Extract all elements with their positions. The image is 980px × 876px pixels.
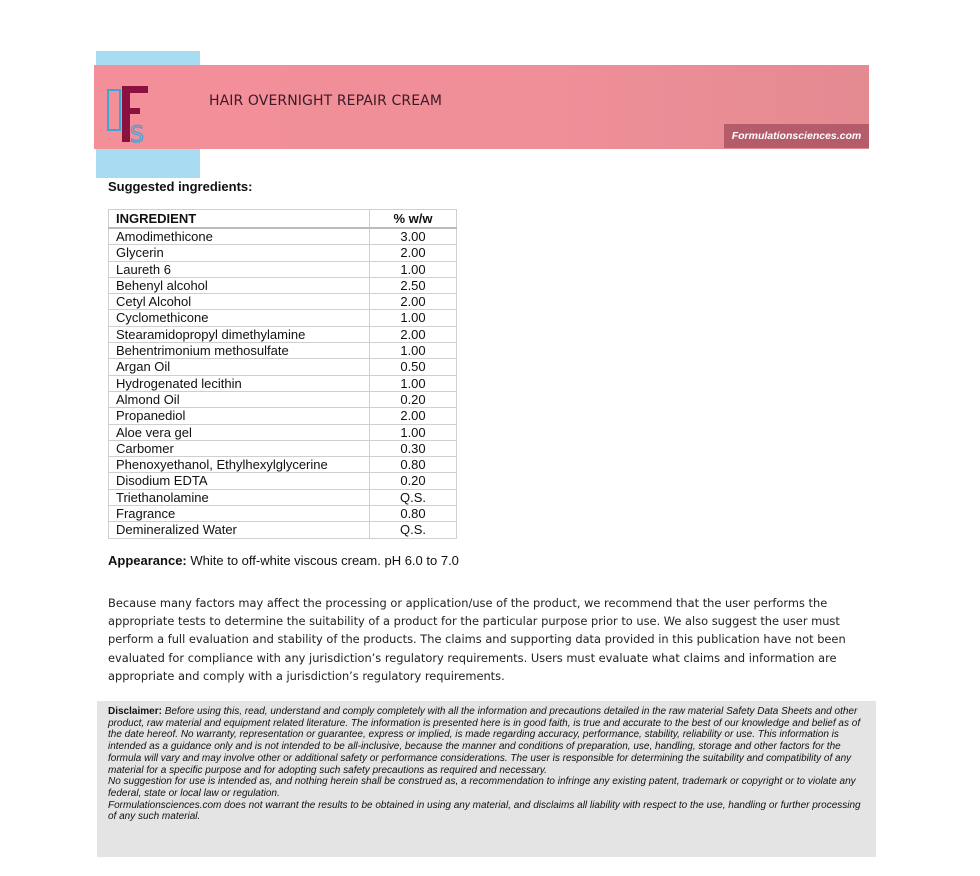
document-title: HAIR OVERNIGHT REPAIR CREAM: [209, 93, 443, 109]
ingredient-name: Behentrimonium methosulfate: [109, 343, 370, 359]
ingredient-percent: 0.20: [370, 391, 457, 407]
table-header-row: [109, 210, 457, 229]
ingredient-name: Phenoxyethanol, Ethylhexylglycerine: [109, 457, 370, 473]
table-row: [109, 359, 457, 375]
table-row: [109, 228, 457, 245]
ingredient-percent: 2.00: [370, 294, 457, 310]
table-row: [109, 375, 457, 391]
site-badge[interactable]: Formulationsciences.com: [724, 124, 869, 148]
ingredient-name: Fragrance: [109, 506, 370, 522]
ingredient-percent: 1.00: [370, 375, 457, 391]
ingredient-percent: 2.00: [370, 245, 457, 261]
table-row: [109, 261, 457, 277]
appearance-text: White to off-white viscous cream. pH 6.0 to 7.0: [186, 553, 459, 568]
usage-paragraph: Because many factors may affect the processing or application/use of the product, we recommend that the user performs the appropriate tests to determine the suitability of a product for the particular purpose prior to use. We also suggest the user must perform a full evaluation and stability of the products. The claims and supporting data provided in this publication have not been evaluated for compliance with any jurisdiction’s regulatory requirements. Users must evaluate what claims and information are appropriate and comply with a jurisdiction’s regulatory requirements.: [108, 596, 846, 683]
ingredient-percent: Q.S.: [370, 489, 457, 505]
table-row: [109, 391, 457, 407]
ingredient-name: Disodium EDTA: [109, 473, 370, 489]
ingredient-name: Cyclomethicone: [109, 310, 370, 326]
disclaimer-body-3: Formulationsciences.com does not warrant the results to be obtained in using any material, and disclaims all liability with respect to the use, handling or further processing of any such material.: [108, 799, 861, 823]
logo-letter-s: S: [130, 123, 144, 146]
appearance-label: Appearance:: [108, 553, 187, 568]
ingredient-name: Amodimethicone: [109, 228, 370, 245]
table-row: [109, 424, 457, 440]
disclaimer-label: Disclaimer:: [108, 706, 162, 717]
table-row: [109, 489, 457, 505]
table-row: [109, 506, 457, 522]
ingredient-name: Hydrogenated lecithin: [109, 375, 370, 391]
table-row: [109, 294, 457, 310]
ingredient-name: Almond Oil: [109, 391, 370, 407]
ingredient-percent: 0.80: [370, 457, 457, 473]
disclaimer-text: [108, 706, 866, 823]
ingredient-percent: 0.20: [370, 473, 457, 489]
ingredient-percent: 0.80: [370, 506, 457, 522]
appearance-line: [108, 553, 459, 568]
ingredient-percent: 1.00: [370, 310, 457, 326]
ingredients-table: [108, 209, 457, 539]
table-row: [109, 326, 457, 342]
ingredient-name: Carbomer: [109, 440, 370, 456]
table-row: [109, 245, 457, 261]
ingredient-name: Cetyl Alcohol: [109, 294, 370, 310]
ingredient-percent: 1.00: [370, 343, 457, 359]
ingredient-name: Propanediol: [109, 408, 370, 424]
ingredient-name: Laureth 6: [109, 261, 370, 277]
ingredient-percent: 0.30: [370, 440, 457, 456]
column-header-ww: % w/w: [370, 210, 457, 229]
table-row: [109, 522, 457, 538]
ingredient-name: Glycerin: [109, 245, 370, 261]
table-row: [109, 277, 457, 293]
ingredient-percent: 2.00: [370, 326, 457, 342]
ingredient-name: Triethanolamine: [109, 489, 370, 505]
ingredient-percent: 2.50: [370, 277, 457, 293]
section-title: Suggested ingredients:: [108, 179, 253, 194]
ingredient-name: Aloe vera gel: [109, 424, 370, 440]
table-row: [109, 343, 457, 359]
column-header-ingredient: INGREDIENT: [109, 210, 370, 229]
ingredient-name: Stearamidopropyl dimethylamine: [109, 326, 370, 342]
table-row: [109, 457, 457, 473]
ingredient-name: Argan Oil: [109, 359, 370, 375]
ingredient-name: Behenyl alcohol: [109, 277, 370, 293]
ingredient-percent: 2.00: [370, 408, 457, 424]
ingredient-percent: 3.00: [370, 228, 457, 245]
ingredient-percent: 1.00: [370, 424, 457, 440]
table-row: [109, 440, 457, 456]
ingredient-percent: Q.S.: [370, 522, 457, 538]
disclaimer-body-2: No suggestion for use is intended as, and nothing herein shall be construed as, a recommendation to infringe any existing patent, trademark or copyright or to violate any federal, state or local law or regulation.: [108, 776, 856, 799]
table-row: [109, 408, 457, 424]
ingredient-name: Demineralized Water: [109, 522, 370, 538]
ingredient-percent: 0.50: [370, 359, 457, 375]
table-row: [109, 473, 457, 489]
fs-logo: [106, 86, 166, 146]
ingredient-percent: 1.00: [370, 261, 457, 277]
disclaimer-body-1: Before using this, read, understand and comply completely with all the information and precautions detailed in the raw material Safety Data Sheets and other product, raw material and equipment related literature. The information is presented here is in good faith, is true and accurate to the best of our knowledge and belief as of the date hereof. No warranty, representation or guarantee, express or implied, is made regarding accuracy, performance, stability, reliability or use. This information is intended as a guidance only and is not intended to be all-inclusive, because the manner and conditions of preparation, use, handling, storage and other factors for the formula will vary and may involve other or additional safety or performance considerations. The user is responsible for determining the suitability and compatibility of any material for a specific purpose and for adopting such safety precautions as required and necessary.: [108, 706, 861, 776]
table-row: [109, 310, 457, 326]
